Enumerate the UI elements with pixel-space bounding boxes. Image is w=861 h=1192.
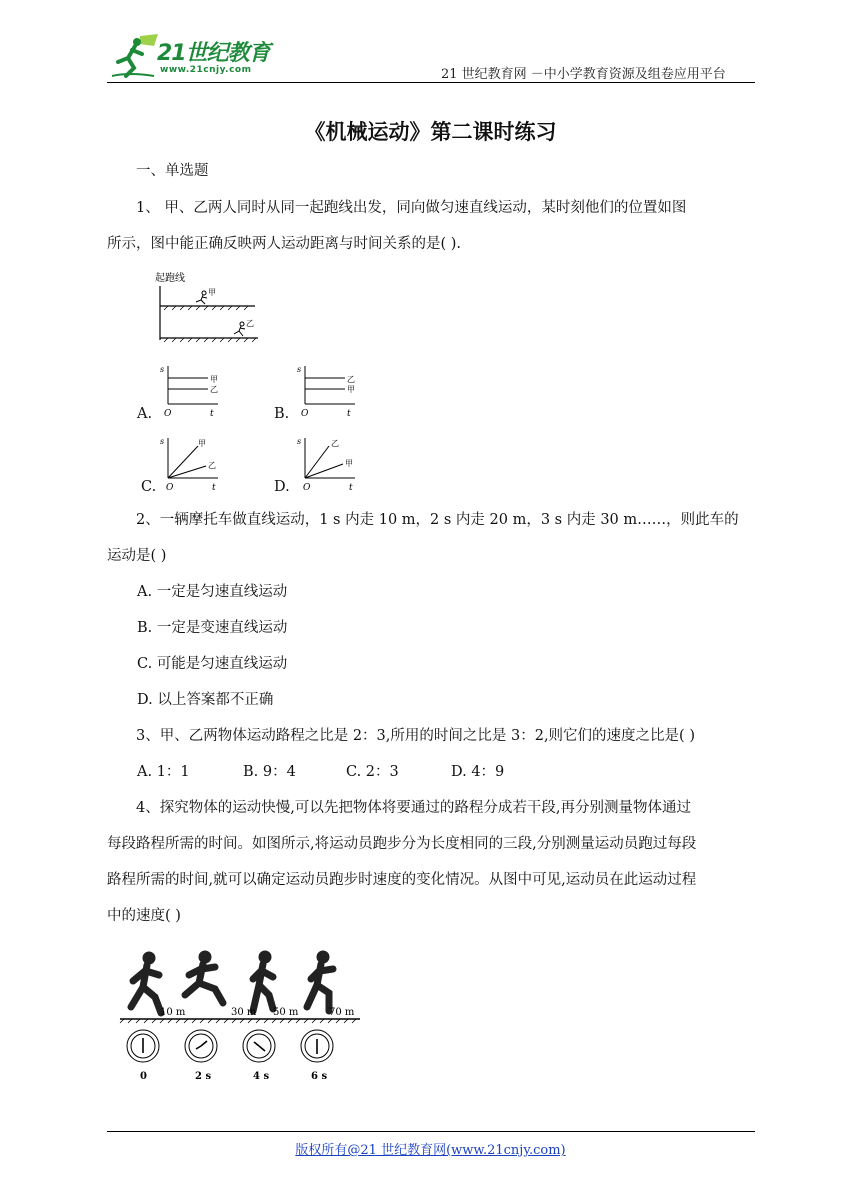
svg-text:甲: 甲 (198, 439, 206, 448)
q4-line2: 每段路程所需的时间。如图所示,将运动员跑步分为长度相同的三段,分别测量运动员跑过每段 (107, 836, 697, 852)
svg-text:乙: 乙 (210, 385, 218, 394)
time-label: 6 s (311, 1071, 328, 1082)
runner-2-icon (185, 951, 223, 1003)
q3-option-a: A. 1：1 (137, 764, 190, 780)
svg-text:甲: 甲 (345, 459, 353, 468)
fig-start-label: 起跑线 (155, 273, 185, 284)
svg-text:乙: 乙 (208, 461, 216, 470)
q2-line2: 运动是( ) (107, 548, 167, 564)
q4-runner-figure (115, 945, 365, 1085)
svg-text:O: O (301, 409, 309, 419)
svg-text:s: s (160, 437, 165, 446)
stopwatch-icon (301, 1030, 333, 1062)
stopwatch-icon (185, 1030, 217, 1062)
time-label: 0 (140, 1071, 147, 1082)
section-heading: 一、单选题 (136, 163, 209, 179)
svg-text:乙: 乙 (331, 439, 339, 448)
q3-option-b: B. 9：4 (243, 764, 296, 780)
q3-line1: 3、甲、乙两物体运动路程之比是 2：3,所用的时间之比是 3：2,则它们的速度之比是( ) (136, 728, 695, 744)
q1-option-c-label: C. (141, 479, 157, 495)
distance-label: 70 m (329, 1007, 355, 1018)
header-site-name: 21 世纪教育网 －中小学教育资源及组卷应用平台 (441, 67, 726, 82)
runner-yi-icon (234, 322, 245, 336)
q1-option-c-graph (158, 434, 228, 494)
svg-text:O: O (166, 483, 174, 493)
q1-option-a-graph (158, 362, 228, 422)
time-label: 2 s (195, 1071, 212, 1082)
q1-option-d-graph (295, 434, 365, 494)
q3-option-c: C. 2：3 (346, 764, 399, 780)
time-label: 4 s (253, 1071, 270, 1082)
svg-text:O: O (164, 409, 172, 419)
svg-text:s: s (297, 437, 302, 446)
header-divider (107, 82, 755, 83)
svg-text:t: t (347, 409, 351, 419)
svg-text:甲: 甲 (347, 385, 355, 394)
q1-option-d-label: D. (274, 479, 290, 495)
q4-line4: 中的速度( ) (107, 908, 181, 924)
q2-option-d: D. 以上答案都不正确 (137, 692, 274, 708)
q1-option-a-label: A. (137, 406, 153, 422)
svg-text:t: t (212, 483, 216, 493)
q2-option-b: B. 一定是变速直线运动 (137, 620, 288, 636)
svg-text:s: s (160, 365, 165, 374)
svg-text:甲: 甲 (208, 288, 216, 297)
runner-4-icon (307, 951, 333, 1011)
runner-jia-icon (196, 291, 207, 304)
q1-line2: 所示，图中能正确反映两人运动距离与时间关系的是( ). (107, 236, 462, 252)
runner-logo-icon (110, 32, 160, 80)
q4-line3: 路程所需的时间,就可以确定运动员跑步时速度的变化情况。从图中可见,运动员在此运动过程 (107, 872, 697, 888)
stopwatch-icon (243, 1030, 275, 1062)
page-title: 《机械运动》第二课时练习 (304, 119, 557, 144)
footer-divider (107, 1131, 755, 1132)
distance-label: 50 m (273, 1007, 299, 1018)
svg-text:t: t (210, 409, 214, 419)
q2-option-a: A. 一定是匀速直线运动 (137, 584, 288, 600)
runner-3-icon (253, 951, 273, 1011)
svg-text:s: s (297, 365, 302, 374)
q1-option-b-graph (295, 362, 365, 422)
q1-line1: 1、 甲、乙两人同时从同一起跑线出发，同向做匀速直线运动，某时刻他们的位置如图 (136, 200, 687, 216)
q2-option-c: C. 可能是匀速直线运动 (137, 656, 288, 672)
q2-line1: 2、一辆摩托车做直线运动，1 s 内走 10 m，2 s 内走 20 m，3 s 内走 30 m……，则此车的 (136, 512, 739, 528)
svg-text:甲: 甲 (210, 375, 218, 384)
distance-label: 10 m (160, 1007, 186, 1018)
runner-1-icon (131, 952, 161, 1013)
q1-option-b-label: B. (274, 406, 290, 422)
svg-text:t: t (349, 483, 353, 493)
svg-text:乙: 乙 (347, 375, 355, 384)
svg-text:O: O (303, 483, 311, 493)
q1-start-line-figure (150, 268, 280, 348)
q3-option-d: D. 4：9 (451, 764, 505, 780)
distance-label: 30 m (231, 1007, 257, 1018)
svg-text:乙: 乙 (246, 319, 254, 328)
q4-line1: 4、探究物体的运动快慢,可以先把物体将要通过的路程分成若干段,再分别测量物体通过 (136, 800, 691, 816)
stopwatch-icon (127, 1030, 159, 1062)
logo-url: www.21cnjy.com (160, 65, 252, 75)
logo-title: 21世纪教育 (157, 41, 270, 66)
footer-copyright-link[interactable]: 版权所有@21 世纪教育网(www.21cnjy.com) (295, 1143, 566, 1158)
